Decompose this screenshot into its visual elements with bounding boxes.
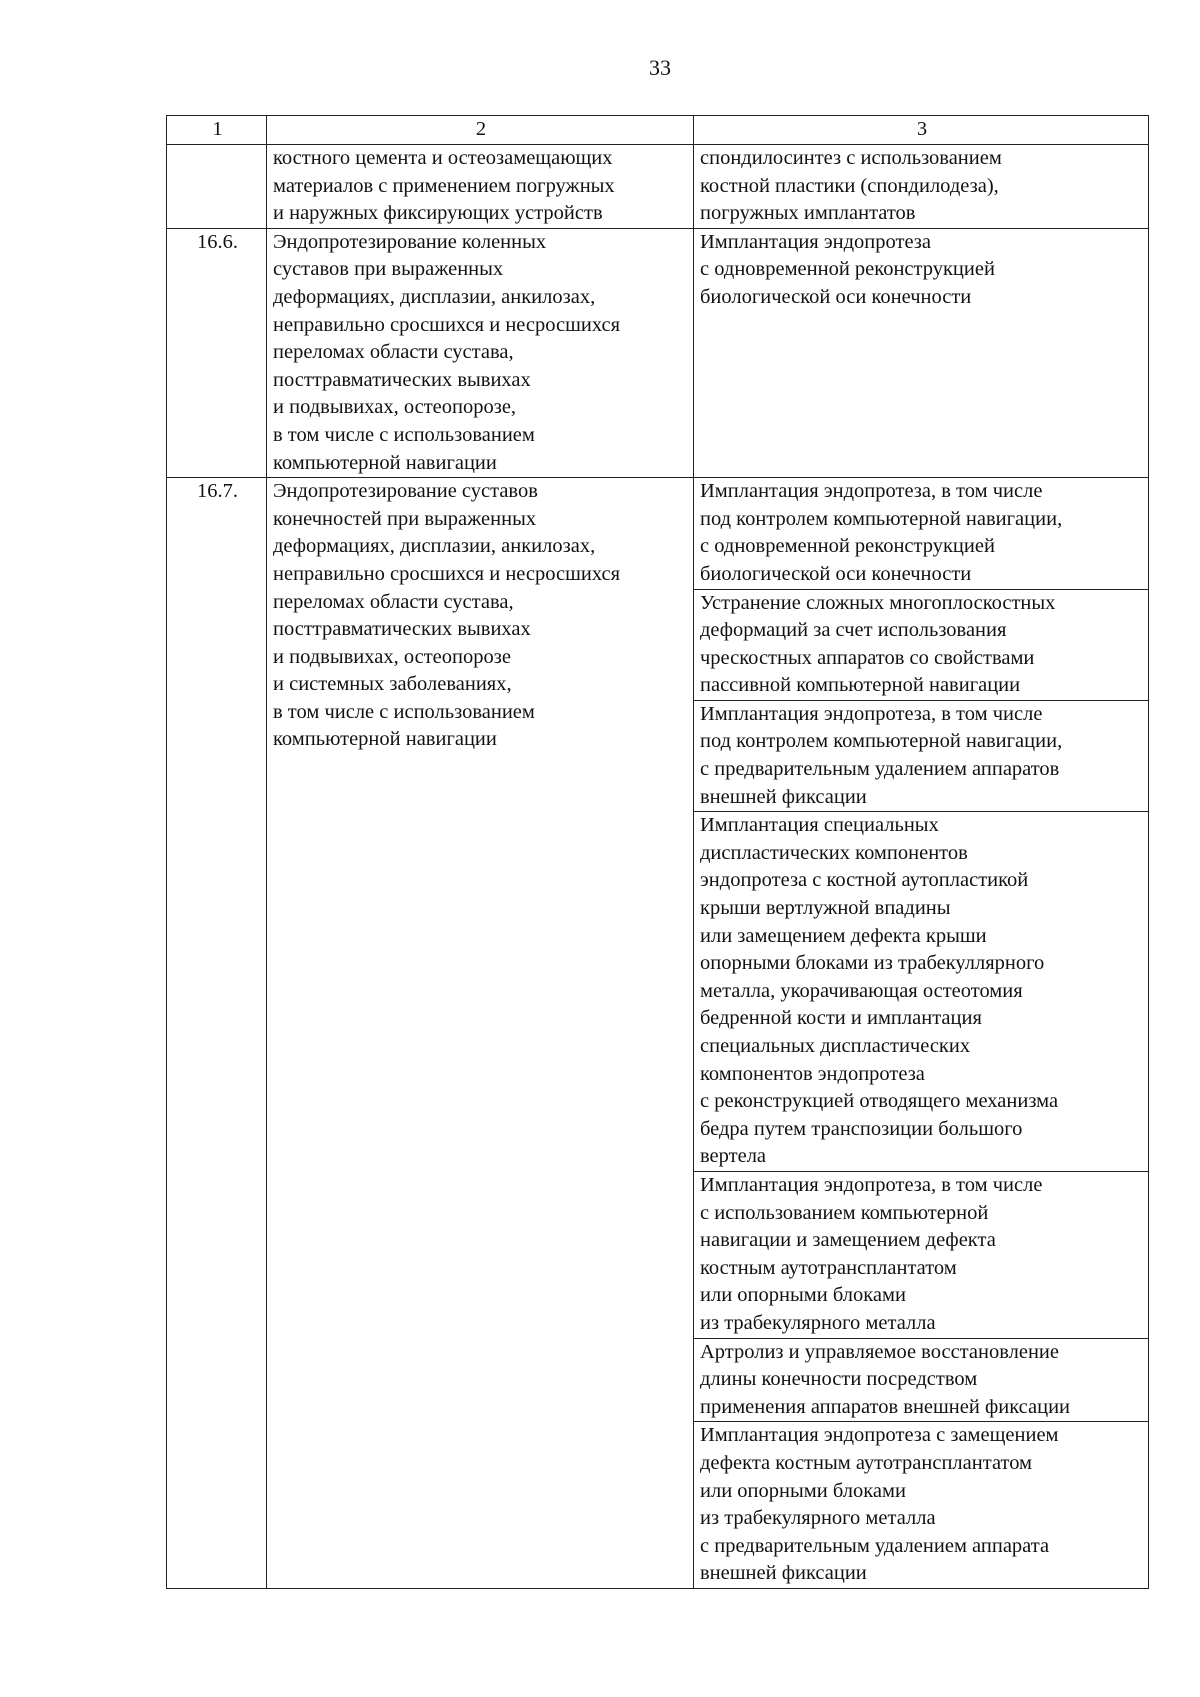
table-header-row [167, 116, 1149, 145]
method-cell [694, 1171, 1149, 1338]
table-row-16-6 [167, 228, 1149, 477]
column-header-3: 3 [694, 116, 1149, 145]
method-cell [694, 1422, 1149, 1589]
row-number [167, 145, 267, 229]
method-cell [694, 812, 1149, 1172]
method-text: Устранение сложных многоплоскостных деформаций за счет использования чрескостных аппаратов со свойствами пассивной компьютерной навигации [700, 591, 1056, 697]
table-row-16-7 [167, 478, 1149, 589]
method-cell [694, 1338, 1149, 1422]
method-text: Имплантация специальных диспластических компонентов эндопротеза с костной аутопластикой крыши вертлужной впадины или замещением дефекта крыши опорными блоками из трабекуллярного металла, укорачивающая остеотомия бедренной кости и имплантация специальных диспластических компонентов эндопротеза с реконструкцией отводящего механизма бедра путем транспозиции большого вертела [700, 814, 1059, 1168]
method-cell [694, 589, 1149, 700]
row-number: 16.7. [167, 478, 267, 1589]
procedures-table [166, 115, 1149, 1589]
condition-text: костного цемента и остеозамещающих материалов с применением погружных и наружных фиксирующих устройств [273, 147, 615, 225]
condition-text: Эндопротезирование коленных суставов при выраженных деформациях, дисплазии, анкилозах, неправильно сросшихся и несросшихся переломах области сустава, посттравматических вывихах и подвывихах, остеопорозе, в том числе с использованием компьютерной навигации [273, 230, 621, 474]
condition-cell [267, 145, 694, 229]
method-text: Артролиз и управляемое восстановление длины конечности посредством применения аппаратов внешней фиксации [700, 1340, 1071, 1418]
table-row-continuation [167, 145, 1149, 229]
column-header-2: 2 [267, 116, 694, 145]
row-number: 16.6. [167, 228, 267, 477]
method-text: Имплантация эндопротеза, в том числе с использованием компьютерной навигации и замещением дефекта костным аутотрансплантатом или опорными блоками из трабекулярного металла [700, 1173, 1043, 1334]
method-cell [694, 700, 1149, 811]
method-cell [694, 145, 1149, 229]
condition-text: Эндопротезирование суставов конечностей при выраженных деформациях, дисплазии, анкилозах, неправильно сросшихся и несросшихся переломах области сустава, посттравматических вывихах и подвывихах, остеопорозе и системных заболеваниях, в том числе с использованием компьютерной навигации [273, 480, 621, 751]
method-text: Имплантация эндопротеза с одновременной реконструкцией биологической оси конечности [700, 230, 995, 308]
method-cell [694, 478, 1149, 589]
method-text: Имплантация эндопротеза с замещением дефекта костным аутотрансплантатом или опорными блоками из трабекулярного металла с предварительным удалением аппарата внешней фиксации [700, 1424, 1059, 1585]
page-number: 33 [649, 55, 671, 80]
method-cell [694, 228, 1149, 477]
condition-cell [267, 228, 694, 477]
column-header-1: 1 [167, 116, 267, 145]
method-text: Имплантация эндопротеза, в том числе под контролем компьютерной навигации, с предварительным удалением аппаратов внешней фиксации [700, 702, 1063, 808]
method-text: Имплантация эндопротеза, в том числе под контролем компьютерной навигации, с одновременной реконструкцией биологической оси конечности [700, 480, 1063, 585]
condition-cell [267, 478, 694, 1589]
method-text: спондилосинтез с использованием костной пластики (спондилодеза), погружных имплантатов [700, 147, 1002, 225]
